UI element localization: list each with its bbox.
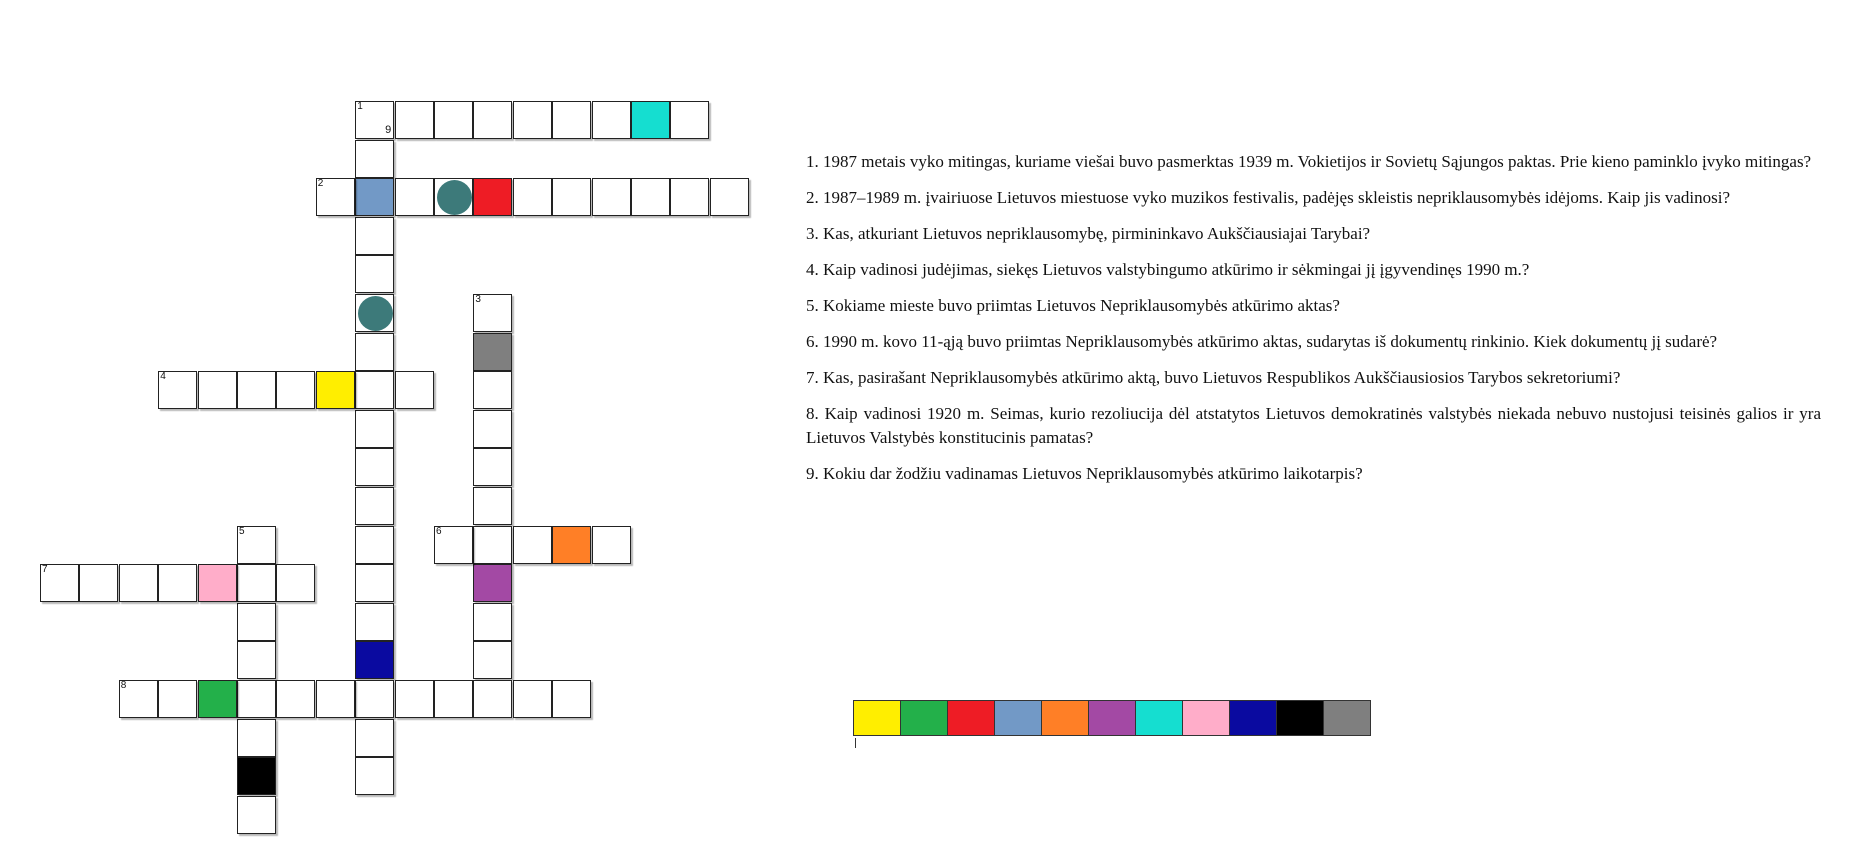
crossword-cell[interactable] [237, 641, 276, 679]
crossword-cell[interactable] [395, 101, 434, 139]
crossword-cell[interactable] [670, 101, 709, 139]
clue-number: 3 [475, 294, 481, 305]
crossword-cell[interactable] [355, 448, 394, 486]
crossword-cell[interactable] [316, 680, 355, 718]
crossword-cell[interactable] [158, 371, 197, 409]
crossword-cell[interactable] [473, 333, 512, 371]
crossword-cell[interactable] [355, 178, 394, 216]
crossword-cell[interactable] [355, 255, 394, 293]
crossword-cell[interactable] [355, 564, 394, 602]
question-4: 4. Kaip vadinosi judėjimas, siekęs Lietuvos valstybingumo atkūrimo ir sėkmingai jį įgyvendinęs 1990 m.? [806, 260, 1530, 279]
clue-number: 9 [385, 124, 392, 136]
crossword-cell[interactable] [355, 333, 394, 371]
crossword-cell[interactable] [198, 371, 237, 409]
crossword-cell[interactable] [79, 564, 118, 602]
crossword-cell[interactable] [355, 757, 394, 795]
crossword-cell[interactable] [355, 101, 394, 139]
question-9: 9. Kokiu dar žodžiu vadinamas Lietuvos Nepriklausomybės atkūrimo laikotarpis? [806, 464, 1363, 483]
crossword-cell[interactable] [434, 101, 473, 139]
clue-number: 4 [160, 371, 166, 383]
question-7: 7. Kas, pasirašant Nepriklausomybės atkūrimo aktą, buvo Lietuvos Respublikos Aukščiausiosios Tarybos sekretoriumi? [806, 368, 1621, 387]
crossword-cell[interactable] [119, 564, 158, 602]
crossword-cell[interactable] [158, 680, 197, 718]
crossword-cell[interactable] [473, 448, 512, 486]
clue-number: 8 [120, 680, 127, 691]
crossword-cell[interactable] [552, 526, 591, 564]
circle-marker [437, 180, 472, 215]
crossword-cell[interactable] [592, 101, 631, 139]
crossword-cell[interactable] [710, 178, 749, 216]
crossword-cell[interactable] [434, 178, 473, 216]
crossword-cell[interactable] [592, 526, 631, 564]
question-1: 1. 1987 metais vyko mitingas, kuriame viešai buvo pasmerktas 1939 m. Vokietijos ir Sovietų Sąjungos paktas. Prie kieno paminklo įvyko mitingas? [806, 152, 1812, 171]
crossword-cell[interactable] [40, 564, 79, 602]
crossword-cell[interactable] [513, 178, 552, 216]
palette-swatch [947, 700, 995, 736]
circle-marker [358, 296, 393, 331]
crossword-cell[interactable] [473, 680, 512, 718]
crossword-cell[interactable] [434, 680, 473, 718]
crossword-cell[interactable] [158, 564, 197, 602]
crossword-cell[interactable] [237, 603, 276, 641]
crossword-cell[interactable] [237, 526, 276, 564]
palette-swatch [900, 700, 948, 736]
crossword-cell[interactable] [552, 101, 591, 139]
palette-swatch [853, 700, 901, 736]
crossword-cell[interactable] [237, 757, 276, 795]
palette-swatch [1276, 700, 1324, 736]
crossword-cell[interactable] [237, 680, 276, 718]
clue-number: 2 [317, 178, 324, 190]
palette-swatch [1323, 700, 1371, 736]
crossword-cell[interactable] [276, 564, 315, 602]
crossword-cell[interactable] [276, 371, 315, 409]
crossword-cell[interactable] [473, 101, 512, 139]
palette-swatch [1229, 700, 1277, 736]
question-8: 8. Kaip vadinosi 1920 m. Seimas, kurio rezoliucija dėl atstatytos Lietuvos demokratinės valstybės niekada nebuvo nustojusi teisinės galios ir yra Lietuvos Valstybės konstitucinis pamatas? [806, 404, 1821, 447]
crossword-cell[interactable] [473, 371, 512, 409]
crossword-cell[interactable] [473, 410, 512, 448]
question-3: 3. Kas, atkuriant Lietuvos nepriklausomybę, pirmininkavo Aukščiausiajai Tarybai? [806, 224, 1371, 243]
crossword-cell[interactable] [513, 101, 552, 139]
clue-number: 1 [357, 101, 363, 112]
crossword-cell[interactable] [631, 101, 670, 139]
crossword-cell[interactable] [473, 487, 512, 525]
crossword-cell[interactable] [552, 178, 591, 216]
crossword-cell[interactable] [237, 719, 276, 757]
crossword-cell[interactable] [237, 564, 276, 602]
crossword-cell[interactable] [355, 680, 394, 718]
crossword-cell[interactable] [473, 603, 512, 641]
crossword-cell[interactable] [592, 178, 631, 216]
crossword-cell[interactable] [670, 178, 709, 216]
question-2: 2. 1987–1989 m. įvairiuose Lietuvos miestuose vyko muzikos festivalis, padėjęs skleistis nepriklausomybės idėjoms. Kaip jis vadinosi? [806, 188, 1731, 207]
crossword-cell[interactable] [355, 603, 394, 641]
crossword-cell[interactable] [316, 178, 355, 216]
crossword-cell[interactable] [473, 178, 512, 216]
crossword-cell[interactable] [395, 178, 434, 216]
crossword-cell[interactable] [631, 178, 670, 216]
crossword-cell[interactable] [276, 680, 315, 718]
crossword-cell[interactable] [513, 680, 552, 718]
question-5: 5. Kokiame mieste buvo priimtas Lietuvos Nepriklausomybės atkūrimo aktas? [806, 296, 1340, 315]
crossword-cell[interactable] [355, 719, 394, 757]
crossword-cell[interactable] [198, 564, 237, 602]
crossword-cell[interactable] [355, 140, 394, 178]
palette-swatch [1135, 700, 1183, 736]
crossword-cell[interactable] [355, 294, 394, 332]
crossword-cell[interactable] [513, 526, 552, 564]
crossword-cell[interactable] [237, 371, 276, 409]
crossword-cell[interactable] [198, 680, 237, 718]
crossword-cell[interactable] [316, 371, 355, 409]
crossword-cell[interactable] [355, 371, 394, 409]
crossword-cell[interactable] [473, 564, 512, 602]
crossword-cell[interactable] [552, 680, 591, 718]
clue-number: 7 [42, 564, 48, 576]
crossword-cell[interactable] [395, 371, 434, 409]
color-palette [853, 700, 1370, 736]
clue-number: 5 [239, 525, 245, 537]
questions-list [806, 150, 1821, 498]
crossword-cell[interactable] [355, 217, 394, 255]
crossword-cell[interactable] [355, 487, 394, 525]
crossword-cell[interactable] [473, 294, 512, 332]
crossword-cell[interactable] [473, 526, 512, 564]
crossword-cell[interactable] [237, 796, 276, 834]
palette-swatch [1088, 700, 1136, 736]
crossword-cell[interactable] [355, 526, 394, 564]
palette-swatch [1182, 700, 1230, 736]
palette-swatch [1041, 700, 1089, 736]
crossword-cell[interactable] [355, 410, 394, 448]
crossword-cell[interactable] [119, 680, 158, 718]
palette-swatch [994, 700, 1042, 736]
crossword-cell[interactable] [355, 641, 394, 679]
crossword-cell[interactable] [473, 641, 512, 679]
crossword-cell[interactable] [434, 526, 473, 564]
text-cursor [855, 738, 856, 748]
crossword-cell[interactable] [395, 680, 434, 718]
clue-number: 6 [436, 525, 442, 537]
question-6: 6. 1990 m. kovo 11-ąją buvo priimtas Nepriklausomybės atkūrimo aktas, sudarytas iš dokumentų rinkinio. Kiek dokumentų jį sudarė? [806, 332, 1718, 351]
crossword-grid [0, 0, 760, 850]
